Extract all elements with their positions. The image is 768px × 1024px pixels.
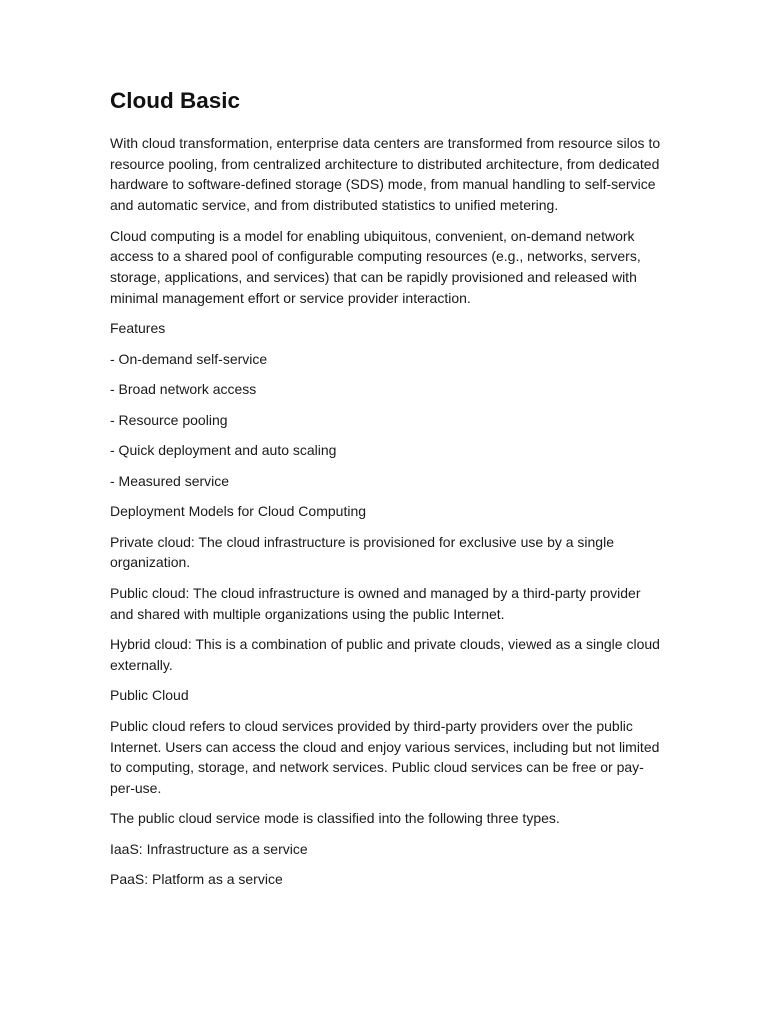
feature-item: - Quick deployment and auto scaling: [110, 442, 337, 459]
deployment-models-heading: Deployment Models for Cloud Computing: [110, 503, 367, 520]
feature-item: - Measured service: [110, 472, 230, 489]
feature-item: - On-demand self-service: [110, 350, 268, 367]
iaas-item: IaaS: Infrastructure as a service: [110, 840, 308, 857]
page-title: Cloud Basic: [110, 88, 241, 113]
private-cloud-paragraph: Private cloud: The cloud infrastructure is provisioned for exclusive use by a single organization.: [110, 533, 614, 571]
public-cloud-description: Public cloud refers to cloud services provided by third-party providers over the public Internet. Users can access the cloud and enjoy various services, including but not limited to computing, storage, and network services. Public cloud services can be free or pay-per-use.: [110, 717, 660, 796]
public-cloud-heading: Public Cloud: [110, 687, 189, 704]
document-page: [110, 86, 662, 900]
intro-paragraph: With cloud transformation, enterprise data centers are transformed from resource silos to resource pooling, from centralized architecture to distributed architecture, from dedicated hardware to software-defined storage (SDS) mode, from manual handling to self-service and automatic service, and from distributed statistics to unified metering.: [110, 135, 661, 214]
features-heading: Features: [110, 320, 166, 337]
feature-item: - Resource pooling: [110, 411, 228, 428]
public-cloud-paragraph: Public cloud: The cloud infrastructure is owned and managed by a third-party provider and shared with multiple organizations using the public Internet.: [110, 584, 641, 622]
service-mode-paragraph: The public cloud service mode is classified into the following three types.: [110, 810, 560, 827]
definition-paragraph: Cloud computing is a model for enabling ubiquitous, convenient, on-demand network access to a shared pool of configurable computing resources (e.g., networks, servers, storage, applications, and services) that can be rapidly provisioned and released with minimal management effort or service provider interaction.: [110, 227, 641, 306]
paas-item: PaaS: Platform as a service: [110, 871, 283, 888]
hybrid-cloud-paragraph: Hybrid cloud: This is a combination of public and private clouds, viewed as a single cloud externally.: [110, 636, 660, 673]
feature-item: - Broad network access: [110, 381, 257, 398]
